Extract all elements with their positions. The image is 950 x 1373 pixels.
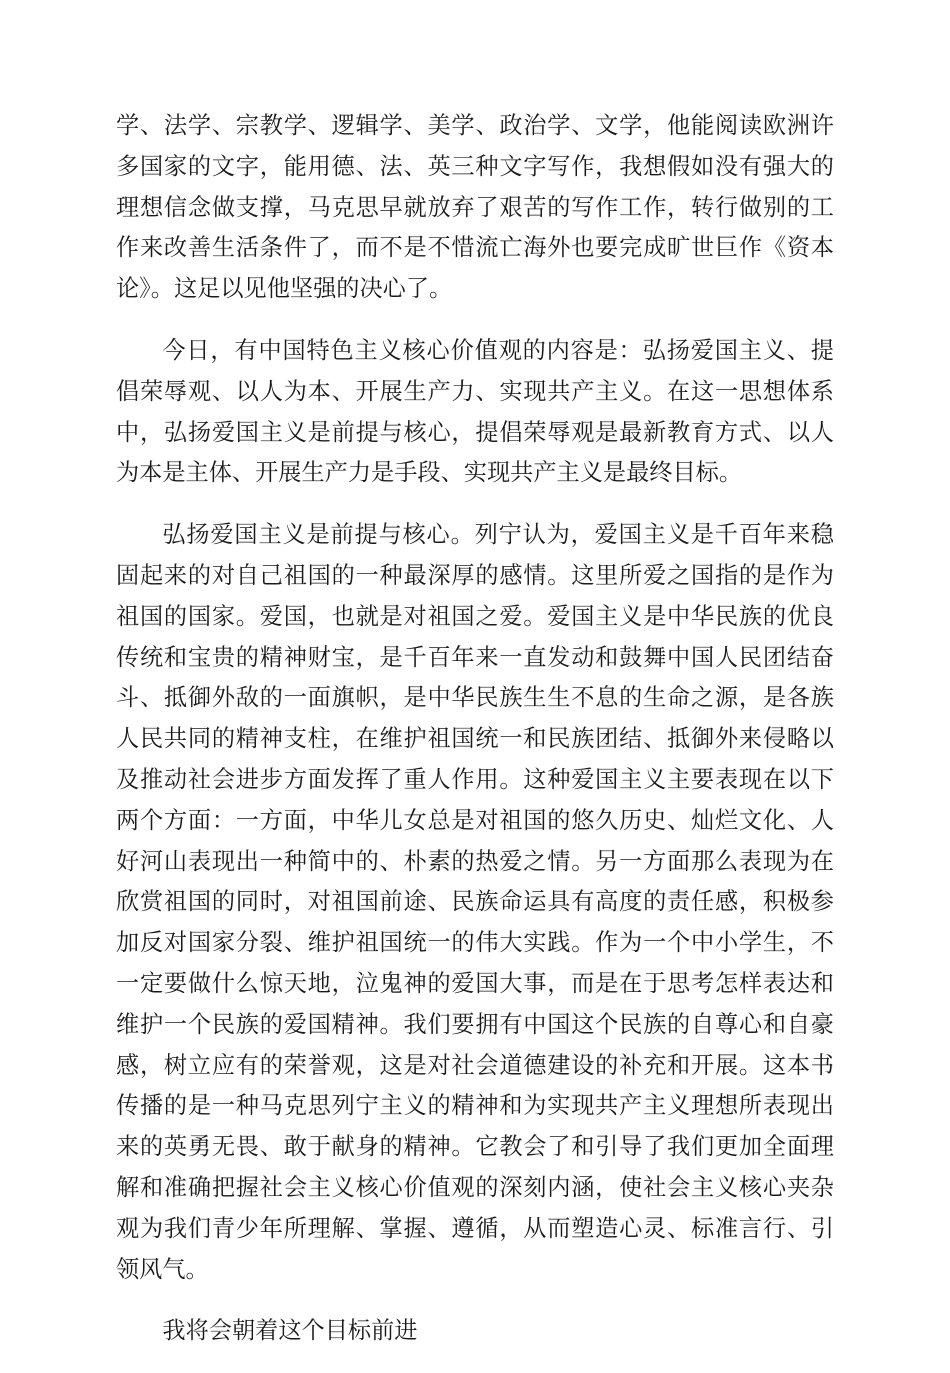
paragraph-4: 我将会朝着这个目标前进 bbox=[162, 1317, 418, 1345]
document-body bbox=[116, 106, 834, 1373]
paragraph-3: 弘扬爱国主义是前提与核心。列宁认为，爱国主义是千百年来稳固起来的对自己祖国的一种最深厚的感情。这里所爱之国指的是作为祖国的国家。爱国，也就是对祖国之爱。爱国主义是中华民族的优良传统和宝贵的精神财宝，是千百年来一直发动和鼓舞中国人民团结奋斗、抵御外敌的一面旗帜，是中华民族生生不息的生命之源，是各族人民共同的精神支柱，在维护祖国统一和民族团结、抵御外来侵略以及推动社会进步方面发挥了重人作用。这种爱国主义主要表现在以下两个方面：一方面，中华儿女总是对祖国的悠久历史、灿烂文化、人好河山表现出一种简中的、朴素的热爱之情。另一方面那么表现为在欣赏祖国的同时，对祖国前途、民族命运具有高度的责任感，积极参加反对国家分裂、维护祖国统一的伟大实践。作为一个中小学生，不一定要做什么惊天地，泣鬼神的爱国大事，而是在于思考怎样表达和维护一个民族的爱国精神。我们要拥有中国这个民族的自尊心和自豪感，树立应有的荣誉观，这是对社会道德建设的补充和开展。这本书传播的是一种马克思列宁主义的精神和为实现共产主义理想所表现出来的英勇无畏、敢于献身的精神。它教会了和引导了我们更加全面理解和准确把握社会主义核心价值观的深刻内涵，使社会主义核心夹杂观为我们青少年所理解、掌握、遵循，从而塑造心灵、标准言行、引领风气。 bbox=[116, 521, 834, 1283]
paragraph-2: 今日，有中国特色主义核心价值观的内容是：弘扬爱国主义、提倡荣辱观、以人为本、开展生产力、实现共产主义。在这一思想体系中，弘扬爱国主义是前提与核心，提倡荣辱观是最新教育方式、以人为本是主体、开展生产力是手段、实现共产主义是最终目标。 bbox=[116, 336, 834, 487]
paragraph-1: 学、法学、宗教学、逻辑学、美学、政治学、文学，他能阅读欧洲许多国家的文字，能用德、法、英三种文字写作，我想假如没有强大的理想信念做支撑，马克思早就放弃了艰苦的写作工作，转行做别的工作来改善生活条件了，而不是不惜流亡海外也要完成旷世巨作《资本论》。这足以见他坚强的决心了。 bbox=[116, 112, 834, 303]
